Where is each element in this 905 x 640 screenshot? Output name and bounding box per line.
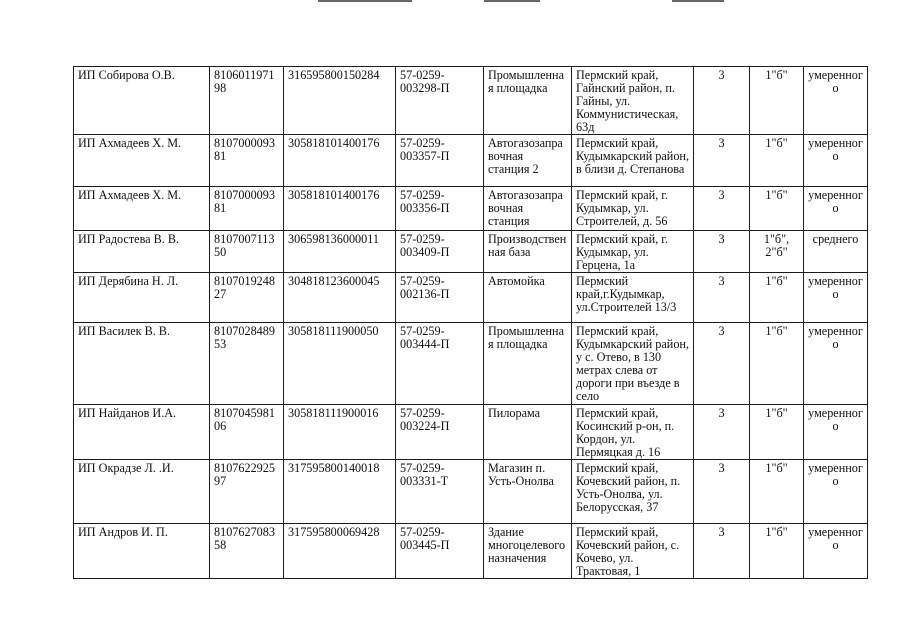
- category-cell: 1"б": [750, 273, 804, 323]
- inn-cell: 8107627083 58: [210, 524, 284, 579]
- registration-code-cell: 57-0259-003331-Т: [396, 460, 484, 524]
- registration-code-cell: 57-0259-003224-П: [396, 405, 484, 460]
- table-row: [74, 135, 868, 187]
- risk-level-cell: умеренного: [804, 524, 868, 579]
- category-cell: 1"б": [750, 135, 804, 187]
- risk-level-cell: умеренного: [804, 323, 868, 405]
- registry-table-body: [74, 67, 868, 579]
- registration-code-cell: 57-0259-003356-П: [396, 187, 484, 231]
- address-cell: Пермский край, Кочевский район, с. Кочево, ул. Трактовая, 1: [572, 524, 694, 579]
- risk-level-cell: умеренного: [804, 187, 868, 231]
- address-cell: Пермский край, г. Кудымкар, ул. Строителей, д. 56: [572, 187, 694, 231]
- risk-level-cell: умеренного: [804, 135, 868, 187]
- registration-code-cell: 57-0259-003409-П: [396, 231, 484, 273]
- address-cell: Пермский край, Гайнский район, п. Гайны, ул. Коммунистическая, 63д: [572, 67, 694, 135]
- object-name-cell: Магазин п. Усть-Онолва: [484, 460, 572, 524]
- number-cell: 3: [694, 405, 750, 460]
- ogrnip-cell: 316595800150284: [284, 67, 396, 135]
- category-cell: 1"б": [750, 67, 804, 135]
- entrepreneur-name-cell: ИП Собирова О.В.: [74, 67, 210, 135]
- object-name-cell: Промышленная площадка: [484, 323, 572, 405]
- risk-level-cell: умеренного: [804, 405, 868, 460]
- category-cell: 1"б": [750, 524, 804, 579]
- object-name-cell: Автогазозаправочная станция 2: [484, 135, 572, 187]
- registration-code-cell: 57-0259-003298-П: [396, 67, 484, 135]
- registration-code-cell: 57-0259-003445-П: [396, 524, 484, 579]
- table-row: [74, 460, 868, 524]
- object-name-cell: Пилорама: [484, 405, 572, 460]
- inn-cell: 8106011971 98: [210, 67, 284, 135]
- inn-cell: 8107000093 81: [210, 187, 284, 231]
- registration-code-cell: 57-0259-003357-П: [396, 135, 484, 187]
- registration-code-cell: 57-0259-003444-П: [396, 323, 484, 405]
- inn-cell: 8107028489 53: [210, 323, 284, 405]
- ogrnip-cell: 304818123600045: [284, 273, 396, 323]
- ogrnip-cell: 317595800140018: [284, 460, 396, 524]
- address-cell: Пермский край, Кочевский район, п. Усть-Онолва, ул. Белорусская, 37: [572, 460, 694, 524]
- number-cell: 3: [694, 524, 750, 579]
- inn-cell: 8107045981 06: [210, 405, 284, 460]
- registry-table: [73, 66, 868, 579]
- address-cell: Пермский край, Кудымкарский район, у с. Отево, в 130 метрах слева от дороги при въезде в село: [572, 323, 694, 405]
- entrepreneur-name-cell: ИП Андров И. П.: [74, 524, 210, 579]
- inn-cell: 8107000093 81: [210, 135, 284, 187]
- entrepreneur-name-cell: ИП Окрадзе Л. .И.: [74, 460, 210, 524]
- address-cell: Пермский край, Кудымкарский район, в близи д. Степанова: [572, 135, 694, 187]
- object-name-cell: Автомойка: [484, 273, 572, 323]
- table-row: [74, 273, 868, 323]
- risk-level-cell: умеренного: [804, 460, 868, 524]
- category-cell: 1"б": [750, 187, 804, 231]
- table-row: [74, 323, 868, 405]
- ogrnip-cell: 305818101400176: [284, 187, 396, 231]
- entrepreneur-name-cell: ИП Дерябина Н. Л.: [74, 273, 210, 323]
- ogrnip-cell: 305818111900050: [284, 323, 396, 405]
- number-cell: 3: [694, 273, 750, 323]
- number-cell: 3: [694, 460, 750, 524]
- category-cell: 1"б": [750, 460, 804, 524]
- scan-artifact-line: [484, 0, 540, 2]
- number-cell: 3: [694, 135, 750, 187]
- entrepreneur-name-cell: ИП Найданов И.А.: [74, 405, 210, 460]
- table-row: [74, 405, 868, 460]
- inn-cell: 8107622925 97: [210, 460, 284, 524]
- inn-cell: 8107019248 27: [210, 273, 284, 323]
- risk-level-cell: умеренного: [804, 273, 868, 323]
- ogrnip-cell: 305818111900016: [284, 405, 396, 460]
- risk-level-cell: среднего: [804, 231, 868, 273]
- scan-artifact-line: [672, 0, 724, 2]
- category-cell: 1"б": [750, 405, 804, 460]
- number-cell: 3: [694, 67, 750, 135]
- registration-code-cell: 57-0259-002136-П: [396, 273, 484, 323]
- risk-level-cell: умеренного: [804, 67, 868, 135]
- ogrnip-cell: 317595800069428: [284, 524, 396, 579]
- number-cell: 3: [694, 231, 750, 273]
- table-row: [74, 187, 868, 231]
- object-name-cell: Здание многоцелевого назначения: [484, 524, 572, 579]
- ogrnip-cell: 306598136000011: [284, 231, 396, 273]
- object-name-cell: Промышленная площадка: [484, 67, 572, 135]
- entrepreneur-name-cell: ИП Радостева В. В.: [74, 231, 210, 273]
- entrepreneur-name-cell: ИП Ахмадеев Х. М.: [74, 187, 210, 231]
- entrepreneur-name-cell: ИП Ахмадеев Х. М.: [74, 135, 210, 187]
- table-row: [74, 231, 868, 273]
- address-cell: Пермский край,г.Кудымкар, ул.Строителей 13/3: [572, 273, 694, 323]
- ogrnip-cell: 305818101400176: [284, 135, 396, 187]
- object-name-cell: Производственная база: [484, 231, 572, 273]
- entrepreneur-name-cell: ИП Василек В. В.: [74, 323, 210, 405]
- table-row: [74, 67, 868, 135]
- scan-artifact-line: [318, 0, 412, 2]
- category-cell: 1"б", 2"б": [750, 231, 804, 273]
- number-cell: 3: [694, 187, 750, 231]
- category-cell: 1"б": [750, 323, 804, 405]
- number-cell: 3: [694, 323, 750, 405]
- address-cell: Пермский край, г. Кудымкар, ул. Герцена, 1а: [572, 231, 694, 273]
- object-name-cell: Автогазозаправочная станция: [484, 187, 572, 231]
- inn-cell: 8107007113 50: [210, 231, 284, 273]
- address-cell: Пермский край, Косинский р-он, п. Кордон, ул. Пермяцкая д. 16: [572, 405, 694, 460]
- table-row: [74, 524, 868, 579]
